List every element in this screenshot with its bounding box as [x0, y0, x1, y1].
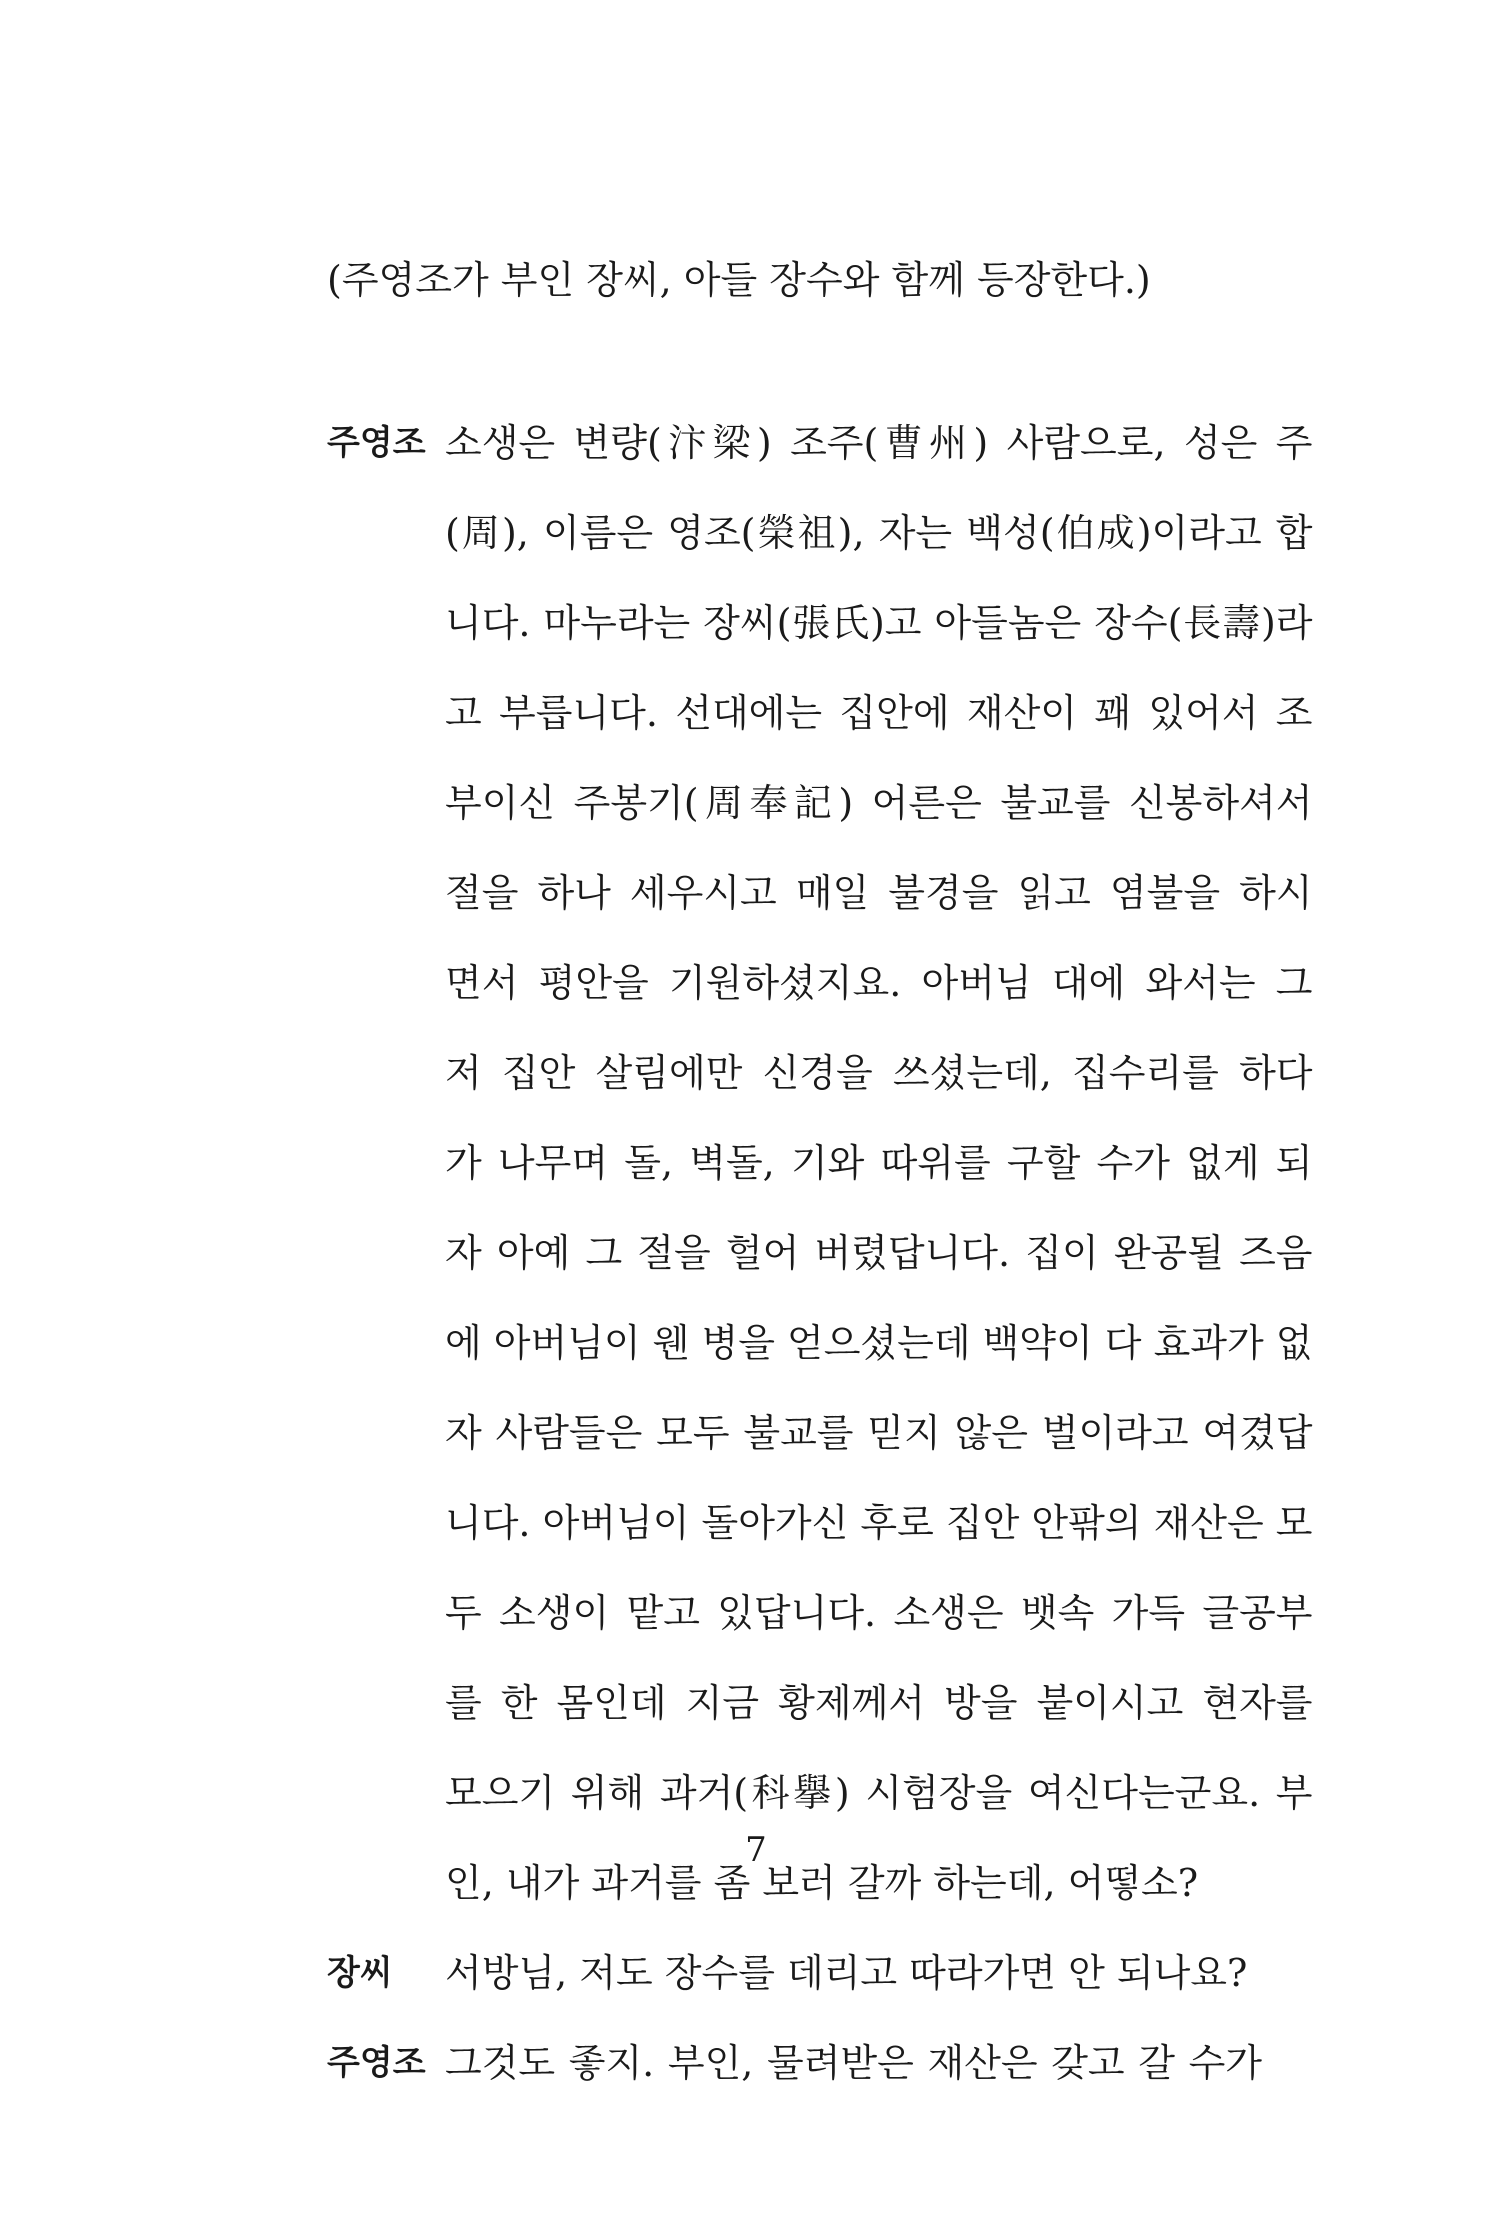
speech-line: 소생은 변량(汴梁) 조주(曹州) 사람으로, 성은 주	[445, 421, 1313, 465]
speech-text	[445, 1928, 1262, 2018]
speech-line: 절을 하나 세우시고 매일 불경을 읽고 염불을 하시	[445, 871, 1313, 915]
speaker-name: 장씨	[327, 1953, 393, 1993]
speech-line: 인, 내가 과거를 좀 보러 갈까 하는데, 어떻소?	[445, 1861, 1199, 1905]
speaker-name: 주영조	[327, 423, 426, 463]
dialogue-entry	[327, 398, 1313, 1928]
speaker-name: 주영조	[327, 2043, 426, 2083]
speech-line: 가 나무며 돌, 벽돌, 기와 따위를 구할 수가 없게 되	[445, 1141, 1313, 1185]
speech-line: 에 아버님이 웬 병을 얻으셨는데 백약이 다 효과가 없	[445, 1321, 1313, 1365]
speech-line: 그것도 좋지. 부인, 물려받은 재산은 갖고 갈 수가	[445, 2041, 1262, 2085]
dialogue-entry	[327, 2018, 1262, 2108]
speech-line: (周), 이름은 영조(榮祖), 자는 백성(伯成)이라고 합	[445, 511, 1313, 555]
stage-direction: (주영조가 부인 장씨, 아들 장수와 함께 등장한다.)	[327, 258, 1151, 302]
speech-line: 니다. 마누라는 장씨(張氏)고 아들놈은 장수(長壽)라	[445, 601, 1313, 645]
speech-line: 두 소생이 맡고 있답니다. 소생은 뱃속 가득 글공부	[445, 1591, 1313, 1635]
speech-line: 서방님, 저도 장수를 데리고 따라가면 안 되나요?	[445, 1951, 1248, 1995]
dialogue-entry	[327, 1928, 1262, 2018]
speech-line: 모으기 위해 과거(科擧) 시험장을 여신다는군요. 부	[445, 1771, 1313, 1815]
speech-line: 고 부릅니다. 선대에는 집안에 재산이 꽤 있어서 조	[445, 691, 1313, 735]
speech-line: 면서 평안을 기원하셨지요. 아버님 대에 와서는 그	[445, 961, 1313, 1005]
speech-line: 부이신 주봉기(周奉記) 어른은 불교를 신봉하셔서	[445, 781, 1313, 825]
speech-line: 니다. 아버님이 돌아가신 후로 집안 안팎의 재산은 모	[445, 1501, 1313, 1545]
speech-text	[445, 398, 1313, 1928]
speech-line: 를 한 몸인데 지금 황제께서 방을 붙이시고 현자를	[445, 1681, 1313, 1725]
page-number: 7	[745, 1830, 767, 1870]
speech-line: 자 아예 그 절을 헐어 버렸답니다. 집이 완공될 즈음	[445, 1231, 1313, 1275]
speech-line: 저 집안 살림에만 신경을 쓰셨는데, 집수리를 하다	[445, 1051, 1313, 1095]
speech-text	[445, 2018, 1262, 2108]
speech-line: 자 사람들은 모두 불교를 믿지 않은 벌이라고 여겼답	[445, 1411, 1313, 1455]
